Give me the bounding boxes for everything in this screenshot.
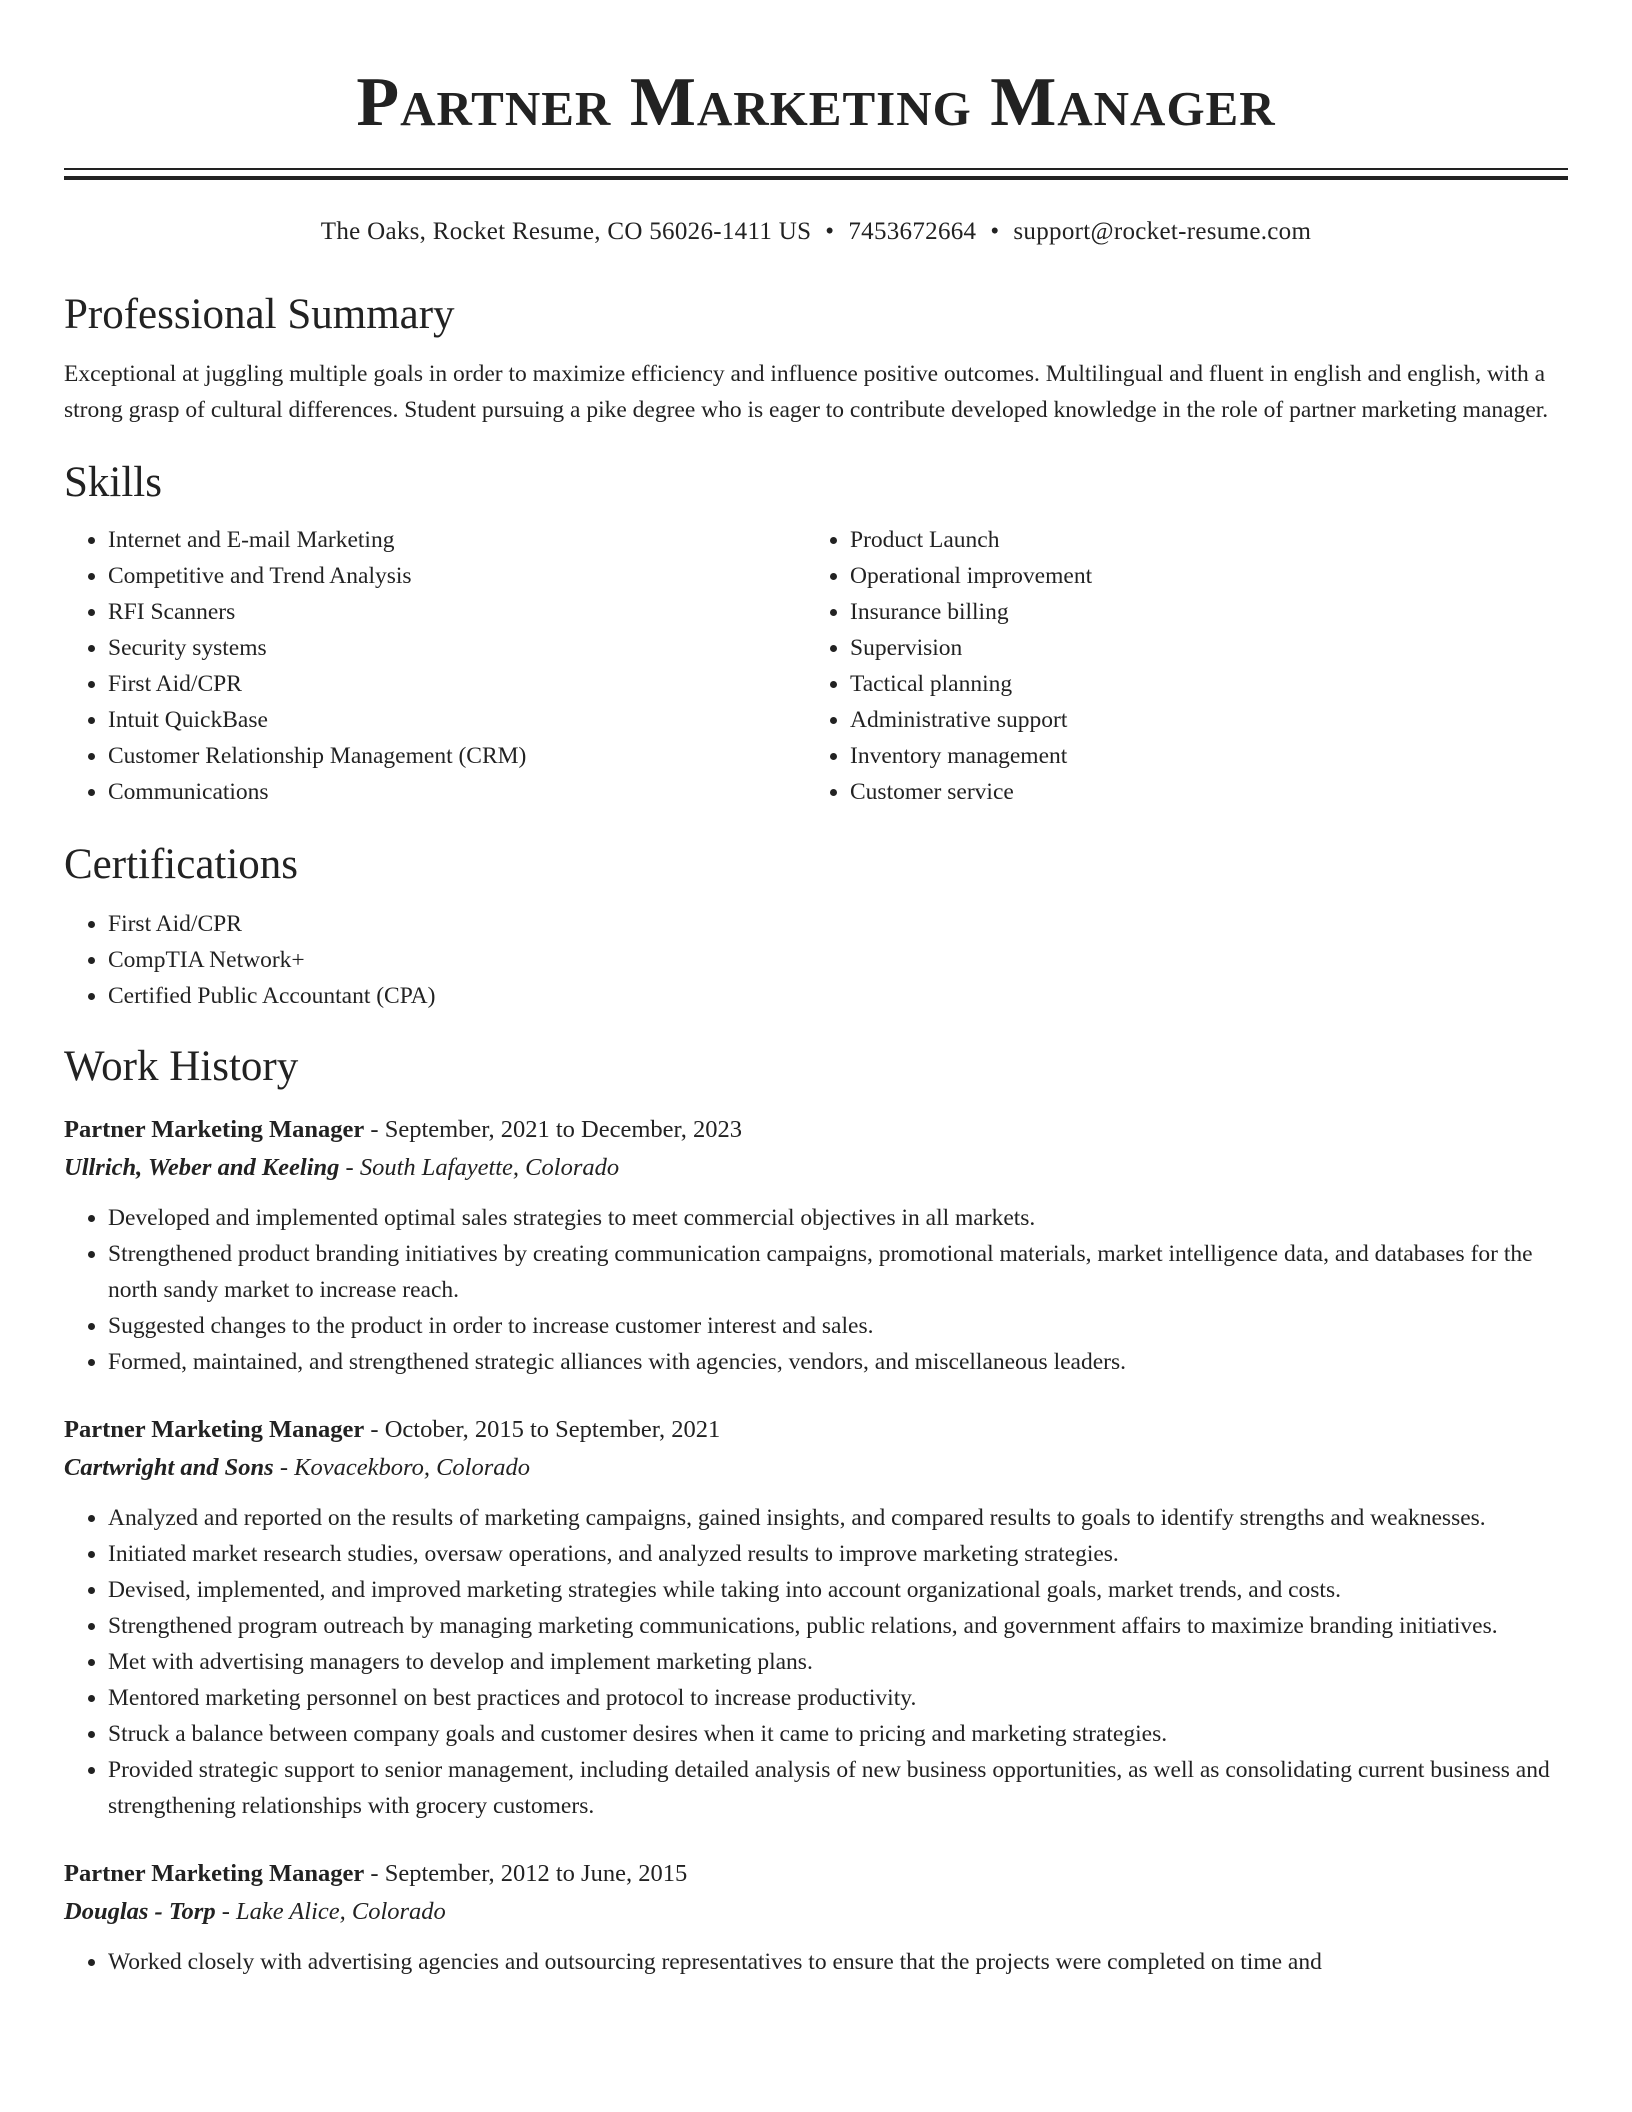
skill-item: • Security systems [108, 630, 806, 666]
job-bullet: • Worked closely with advertising agencies and outsourcing representatives to ensure that the projects were completed on time and [108, 1944, 1568, 1980]
job-bullet: • Struck a balance between company goals and customer desires when it came to pricing and marketing strategies. [108, 1716, 1568, 1752]
job-entry [64, 1412, 1568, 1824]
skills-columns [64, 522, 1568, 810]
contact-email[interactable]: support@rocket-resume.com [1013, 218, 1312, 245]
certifications-list [64, 906, 1568, 1014]
title-divider-thin [64, 168, 1568, 170]
job-bullet: • Suggested changes to the product in order to increase customer interest and sales. [108, 1308, 1568, 1344]
contact-address: The Oaks, Rocket Resume, CO 56026-1411 US [320, 218, 812, 245]
skills-column-right [806, 522, 1548, 810]
skill-item: • Supervision [850, 630, 1548, 666]
certifications-heading: Certifications [64, 841, 299, 888]
job-company-line [64, 1148, 1568, 1188]
job-company: Cartwright and Sons [64, 1454, 274, 1481]
skill-item: • Administrative support [850, 702, 1548, 738]
resume-title: Partner Marketing Manager [356, 64, 1276, 141]
job-bullet: • Initiated market research studies, oversaw operations, and analyzed results to improve marketing strategies. [108, 1536, 1568, 1572]
job-bullet: • Strengthened program outreach by managing marketing communications, public relations, and government affairs to maximize branding initiatives. [108, 1608, 1568, 1644]
job-title: Partner Marketing Manager [64, 1416, 365, 1443]
job-title-line [64, 1856, 1568, 1892]
job-bullet: • Analyzed and reported on the results of marketing campaigns, gained insights, and compared results to goals to identify strengths and weaknesses. [108, 1500, 1568, 1536]
skill-item: • Tactical planning [850, 666, 1548, 702]
job-bullets [64, 1944, 1568, 1980]
resume-page [64, 0, 1568, 1980]
job-bullet: • Devised, implemented, and improved marketing strategies while taking into account organizational goals, market trends, and costs. [108, 1572, 1568, 1608]
job-bullets [64, 1500, 1568, 1824]
skill-item: • Customer service [850, 774, 1548, 810]
job-bullet: • Met with advertising managers to develop and implement marketing plans. [108, 1644, 1568, 1680]
certification-item: • CompTIA Network+ [108, 942, 1568, 978]
job-dates: - September, 2012 to June, 2015 [364, 1860, 688, 1887]
skill-item: • Product Launch [850, 522, 1548, 558]
contact-separator: • [825, 218, 835, 245]
job-dates: - October, 2015 to September, 2021 [364, 1416, 721, 1443]
contact-line [64, 216, 1568, 248]
job-bullet: • Developed and implemented optimal sales strategies to meet commercial objectives in all markets. [108, 1200, 1568, 1236]
work-history-heading: Work History [64, 1043, 299, 1090]
summary-heading: Professional Summary [64, 291, 455, 338]
job-company: Douglas - Torp [64, 1898, 216, 1925]
contact-phone: 7453672664 [848, 218, 977, 245]
job-entry [64, 1112, 1568, 1380]
skill-item: • Internet and E-mail Marketing [108, 522, 806, 558]
skills-list-left [64, 522, 806, 810]
summary-text: Exceptional at juggling multiple goals in order to maximize efficiency and influence positive outcomes. Multilingual and fluent in english and english, with a strong grasp of cultural differences. Student pursuing a pike degree who is eager to contribute developed knowledge in the role of partner marketing manager. [64, 361, 1549, 423]
skill-item: • Inventory management [850, 738, 1548, 774]
skill-item: • Insurance billing [850, 594, 1548, 630]
job-company: Ullrich, Weber and Keeling [64, 1154, 340, 1181]
skill-item: • Communications [108, 774, 806, 810]
job-title-line [64, 1112, 1568, 1148]
job-location: - Lake Alice, Colorado [215, 1898, 446, 1925]
job-bullet: • Provided strategic support to senior management, including detailed analysis of new business opportunities, as well as consolidating current business and strengthening relationships with grocery customers. [108, 1752, 1568, 1824]
title-divider-thick [64, 176, 1568, 180]
job-entry [64, 1856, 1568, 1980]
job-dates: - September, 2021 to December, 2023 [364, 1116, 742, 1143]
job-title: Partner Marketing Manager [64, 1860, 365, 1887]
job-title-line [64, 1412, 1568, 1448]
job-bullet: • Formed, maintained, and strengthened strategic alliances with agencies, vendors, and miscellaneous leaders. [108, 1344, 1568, 1380]
certification-item: • Certified Public Accountant (CPA) [108, 978, 1568, 1014]
job-title: Partner Marketing Manager [64, 1116, 365, 1143]
skills-heading: Skills [64, 459, 162, 506]
skill-item: • RFI Scanners [108, 594, 806, 630]
contact-separator: • [990, 218, 1000, 245]
skills-list-right [806, 522, 1548, 810]
job-location: - South Lafayette, Colorado [339, 1154, 620, 1181]
job-bullet: • Mentored marketing personnel on best practices and protocol to increase productivity. [108, 1680, 1568, 1716]
certification-item: • First Aid/CPR [108, 906, 1568, 942]
skill-item: • Operational improvement [850, 558, 1548, 594]
job-company-line [64, 1448, 1568, 1488]
skill-item: • Intuit QuickBase [108, 702, 806, 738]
skills-column-left [64, 522, 806, 810]
job-bullet: • Strengthened product branding initiatives by creating communication campaigns, promotional materials, market intelligence data, and databases for the north sandy market to increase reach. [108, 1236, 1568, 1308]
skill-item: • First Aid/CPR [108, 666, 806, 702]
skill-item: • Competitive and Trend Analysis [108, 558, 806, 594]
skill-item: • Customer Relationship Management (CRM) [108, 738, 806, 774]
job-company-line [64, 1892, 1568, 1932]
job-bullets [64, 1200, 1568, 1380]
job-location: - Kovacekboro, Colorado [273, 1454, 531, 1481]
